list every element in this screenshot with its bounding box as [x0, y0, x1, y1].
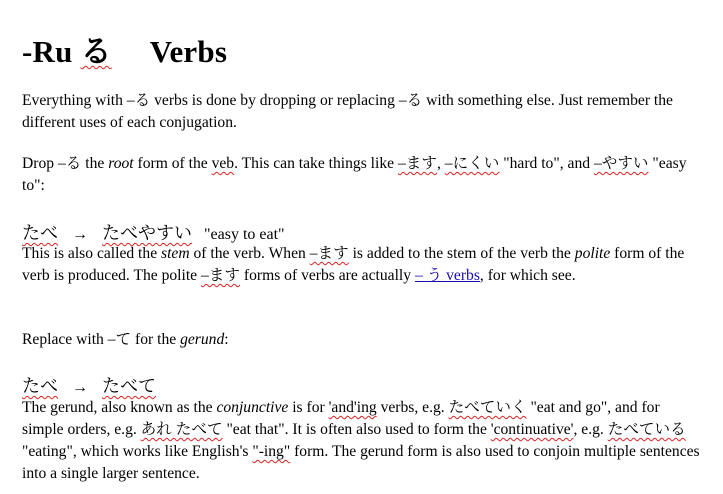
stem-text: , for which see. [479, 267, 576, 284]
masu-suffix: –ます [397, 155, 437, 172]
aretabete-example: あれ たべて [140, 421, 223, 438]
intro-text: verbs is done by dropping or replacing [150, 92, 399, 109]
stem-term: stem [161, 245, 190, 262]
gerund-term: gerund [180, 331, 225, 348]
stem-text: of the verb. When [189, 245, 310, 262]
title-prefix: -Ru [22, 34, 73, 69]
drop-text: , [436, 155, 445, 172]
drop-text: form of the [133, 155, 212, 172]
gerund-text: is for [288, 399, 329, 416]
example-gloss: "easy to eat" [204, 226, 285, 243]
replace-text: Replace with [22, 331, 108, 348]
gerund-text: verbs, e.g. [376, 399, 449, 416]
root-term: root [108, 155, 134, 172]
intro-text: with something else. Just remember the different uses of each conjugation. [22, 92, 673, 131]
yasui-suffix: –やすい [593, 155, 649, 172]
gerund-text: form. The gerund form is also used to conjoin multiple sentences into a single larger sentence. [22, 443, 700, 482]
te-suffix: –て [107, 331, 132, 348]
drop-kana: –る [57, 155, 82, 172]
typo-veb: veb [211, 155, 235, 172]
drop-text: "hard to", and [499, 155, 594, 172]
gerund-text: The gerund, also known as the [22, 399, 217, 416]
conjunctive-term: conjunctive [216, 399, 289, 416]
replace-text: : [224, 331, 229, 348]
drop-text: the [81, 155, 109, 172]
anding-word: 'and'ing [328, 399, 377, 416]
masu-suffix: –ます [201, 267, 240, 284]
continuative-word: 'continuative' [490, 421, 574, 438]
example-tabeyasui [22, 219, 285, 245]
gerund-text: , e.g. [573, 421, 608, 438]
gerund-paragraph [22, 397, 701, 485]
replace-paragraph [22, 329, 701, 351]
example-result: たべやすい [102, 223, 192, 243]
intro-kana: –る [126, 92, 151, 109]
title-kana: る [80, 34, 112, 69]
example-result: たべて [102, 376, 156, 396]
page-title [22, 26, 227, 71]
example-tabete [22, 372, 156, 398]
drop-text: "easy to": [22, 155, 687, 194]
intro-paragraph [22, 90, 701, 134]
arrow-icon: → [72, 379, 88, 396]
u-verbs-link[interactable]: – う verbs [414, 267, 480, 284]
drop-text: . This can take things like [234, 155, 398, 172]
drop-paragraph [22, 153, 701, 197]
masu-suffix: –ます [309, 245, 349, 262]
tabeteiru-example: たべている [607, 421, 686, 438]
gerund-text: "eating", which works like English's [22, 443, 253, 460]
example-source: たべ [22, 223, 58, 243]
polite-term: polite [574, 245, 611, 262]
intro-text: Everything with [22, 92, 127, 109]
arrow-icon: → [72, 226, 88, 243]
intro-kana: –る [398, 92, 423, 109]
stem-text: form of the verb is produced. The polite [22, 245, 685, 284]
stem-text: This is also called the [22, 245, 162, 262]
title-word: Verbs [149, 34, 228, 69]
drop-text: Drop [22, 155, 58, 172]
nikui-suffix: –にくい [444, 155, 500, 172]
replace-text: for the [131, 331, 181, 348]
gerund-text: "eat that". It is often also used to form the [222, 421, 491, 438]
stem-text: forms of verbs are actually [240, 267, 415, 284]
stem-text: is added to the stem of the verb the [348, 245, 575, 262]
example-source: たべ [22, 376, 58, 396]
ing-word: "-ing" [252, 443, 291, 460]
gerund-text: "eat and go", and for simple orders, e.g. [22, 399, 660, 438]
tabeteiku-example: たべていく [448, 399, 527, 416]
stem-paragraph [22, 243, 701, 287]
